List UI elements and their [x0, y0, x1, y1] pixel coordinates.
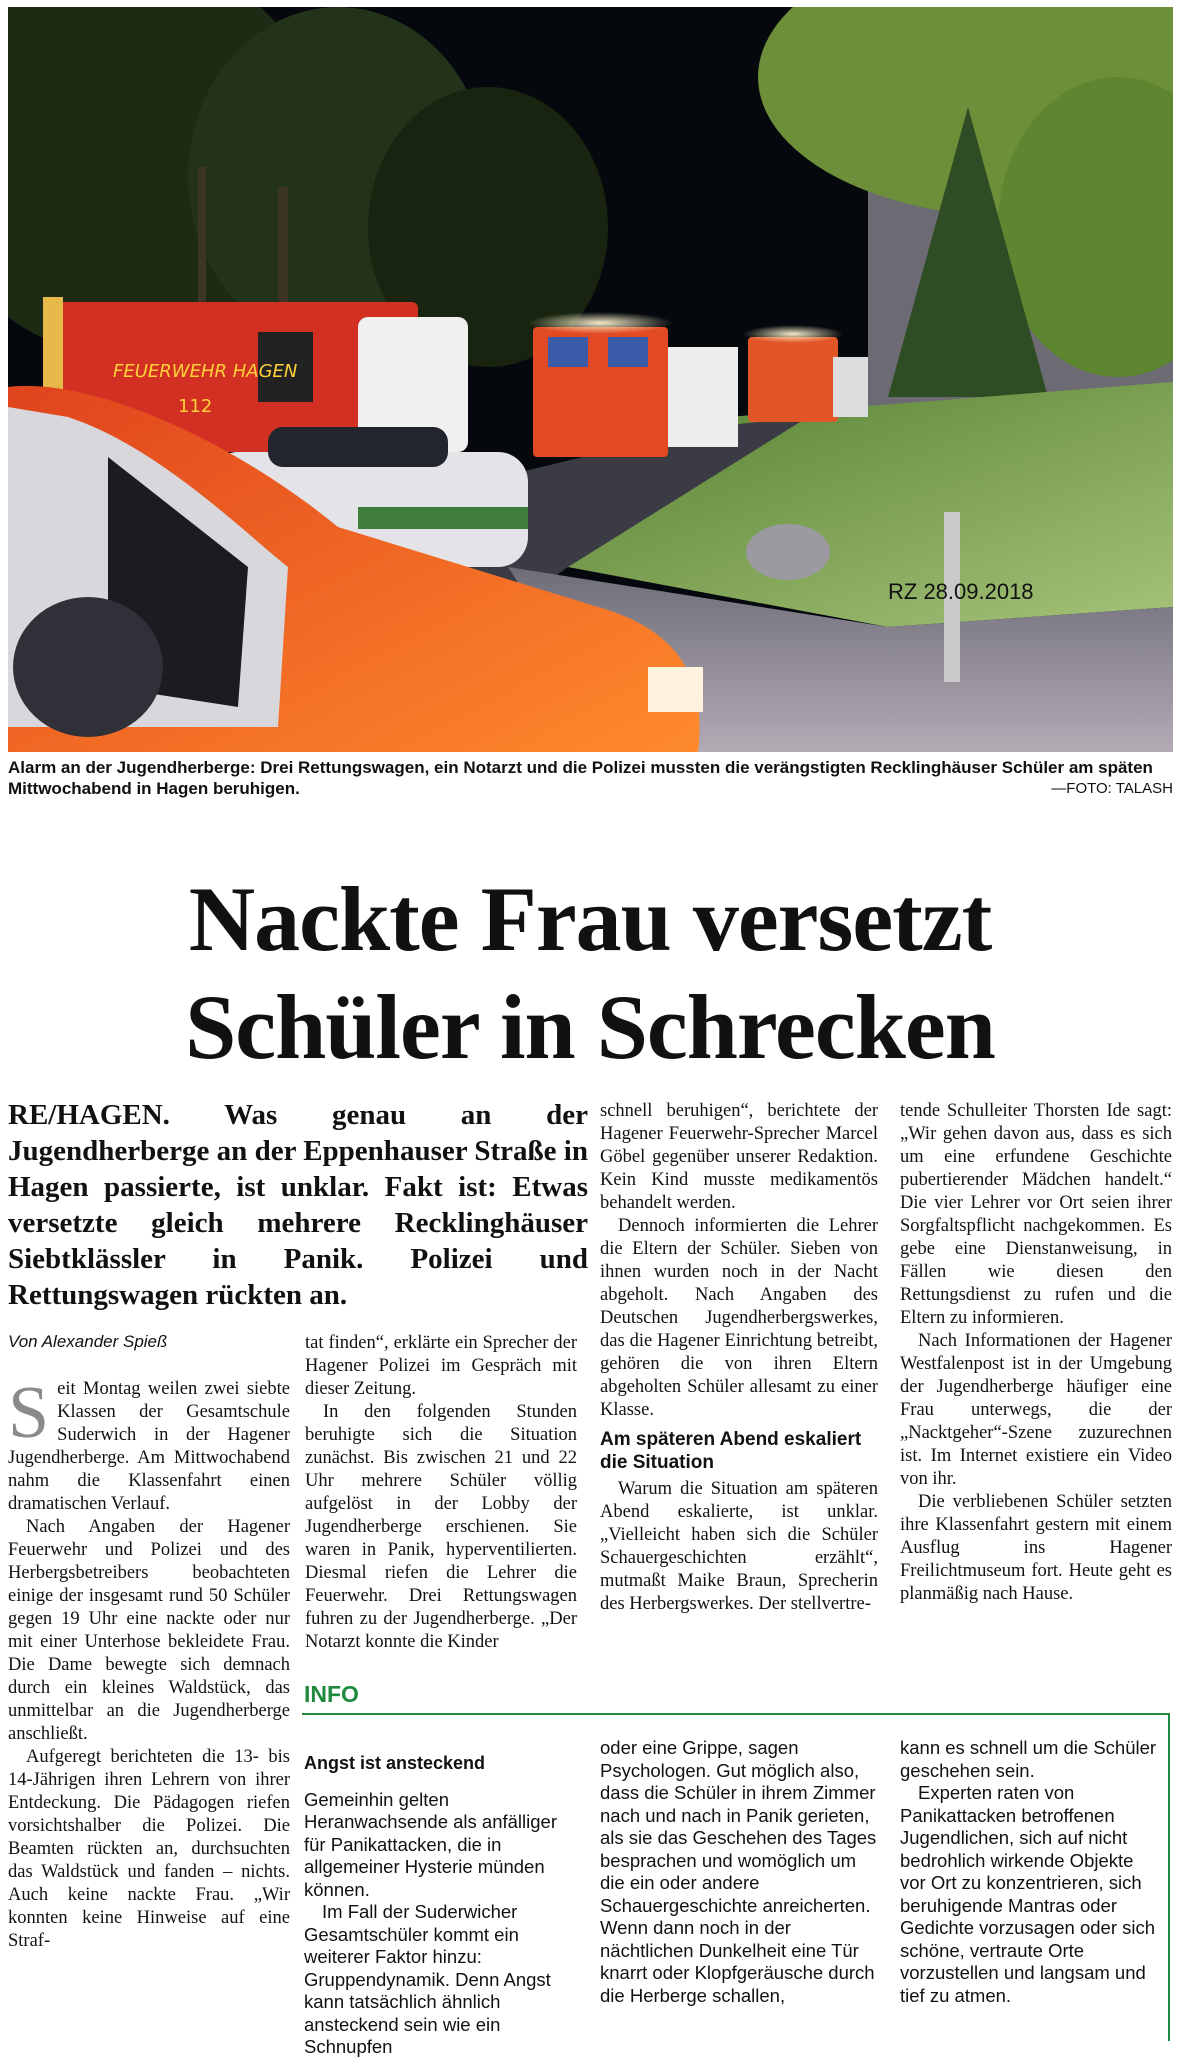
article-column-2 [305, 1332, 577, 1654]
article-column-3 [600, 1100, 878, 1616]
drop-cap: S [8, 1372, 50, 1454]
info-column-3 [900, 1737, 1162, 2007]
info-box-label: INFO [304, 1681, 359, 1707]
truck-label: FEUERWEHR HAGEN [113, 361, 298, 382]
article-paragraph: Die verbliebenen Schüler setzten ihre Klassenfahrt gestern mit einem Ausflug ins Hagener Freilichtmuseum fort. Heute geht es planmäßig nach Hause. [900, 1492, 1172, 1604]
headline-line-1: Nackte Frau versetzt [188, 868, 992, 970]
article-column-1 [8, 1372, 290, 1953]
article-paragraph: Warum die Situation am späteren Abend eskalierte, ist unklar. „Vielleicht haben sich die Schüler Schauergeschichten erzählt“, mutmaßt Maike Braun, Sprecherin des Herbergswerkes. Der stellvertre- [600, 1479, 878, 1614]
author-byline: Von Alexander Spieß [8, 1332, 168, 1351]
article-paragraph: tat finden“, erklärte ein Sprecher der Hagener Polizei im Gespräch mit dieser Zeitung. [305, 1333, 577, 1399]
info-paragraph: kann es schnell um die Schüler geschehen sein. [900, 1737, 1157, 1781]
photo-caption: Alarm an der Jugendherberge: Drei Rettungswagen, ein Notarzt und die Polizei mussten die verängstigten Recklinghäuser Schüler am späten Mittwochabend in Hagen beruhigen. [8, 758, 1153, 798]
info-column-2 [600, 1737, 878, 2007]
info-paragraph: Experten raten von Panikattacken betroffenen Jugendlichen, sich auf nicht bedrohlich wirkende Objekte vor Ort zu konzentrieren, sich beruhigende Mantras oder Gedichte vorzusagen oder sich schöne, vertraute Orte vorzustellen und langsam und tief zu atmen. [900, 1782, 1156, 2006]
info-paragraph: oder eine Grippe, sagen Psychologen. Gut möglich also, dass die Schüler in ihrem Zimmer nach und nach in Panik gerieten, als sie das Geschehen des Tages besprachen und womöglich um die ein oder andere Schauergeschichte anreicherten. Wenn dann noch in der nächtlichen Dunkelheit eine Tür knarrt oder Klopfgeräusche durch die Herberge schallen, [600, 1737, 877, 2006]
headline [0, 865, 1180, 1081]
article-paragraph: Aufgeregt berichteten die 13- bis 14-Jährigen ihren Lehrern von ihrer Entdeckung. Die Pädagogen riefen vorsichtshalber die Polizei. Die Beamten rückten an, durchsuchten das Waldstück und fanden – nichts. Auch keine nackte Frau. „Wir konnten keine Hinweise auf eine Straf- [8, 1747, 290, 1951]
archive-stamp: RZ 28.09.2018 [888, 579, 1034, 604]
article-paragraph: Seit Montag weilen zwei siebte Klassen der Gesamtschule Suderwich in der Hagener Jugendherberge. Am Mittwochabend nahm die Klassenfahrt einen dramatischen Verlauf. [8, 1372, 290, 1514]
info-paragraph: Gemeinhin gelten Heranwachsende als anfälliger für Panikattacken, die in allgemeiner Hysterie münden können. [304, 1788, 557, 1900]
article-photo [8, 7, 1173, 752]
truck-number: 112 [178, 396, 213, 417]
night-scene-photo [8, 7, 1173, 752]
article-paragraph: Nach Angaben der Hagener Feuerwehr und Polizei und des Herbergsbetreibers beobachteten einige der insgesamt rund 50 Schüler gegen 19 Uhr eine nackte oder nur mit einer Unterhose bekleidete Frau. Die Dame bewegte sich demnach durch ein kleines Waldstück, das unmittelbar an die Jugendherberge anschließt. [8, 1517, 290, 1744]
article-paragraph: In den folgenden Stunden beruhigte sich die Situation zunächst. Bis zwischen 21 und 22 Uhr mehrere Schüler völlig aufgelöst in der Lobby der Jugendherberge erschienen. Sie waren in Panik, hyperventilierten. Diesmal riefen die Lehrer die Feuerwehr. Drei Rettungswagen fuhren zu der Jugendherberge. „Der Notarzt konnte die Kinder [305, 1402, 577, 1652]
info-column-1 [304, 1752, 576, 2059]
info-box-top-rule [302, 1713, 1170, 1715]
headline-line-2: Schüler in Schrecken [185, 976, 995, 1078]
info-heading: Angst ist ansteckend [304, 1753, 486, 1773]
article-column-4 [900, 1100, 1172, 1606]
article-paragraph: Nach Informationen der Hagener Westfalenpost ist in der Umgebung der Jugendherberge häufiger eine Frau unterwegs, die der „Nacktgeher“-Szene zuzurechnen ist. Im Internet existiere ein Video von ihr. [900, 1331, 1172, 1489]
article-paragraph: Dennoch informierten die Lehrer die Eltern der Schüler. Sieben von ihnen wurden noch in der Nacht abgeholt. Nach Angaben des Deutschen Jugendherbergswerkes, das die Hagener Einrichtung betreibt, gehören die von ihren Eltern abgeholten Schüler allesamt zu einer Klasse. [600, 1216, 878, 1420]
article-paragraph: schnell beruhigen“, berichtete der Hagener Feuerwehr-Sprecher Marcel Göbel gegenüber unserer Redaktion. Kein Kind musste medikamentös behandelt werden. [600, 1101, 878, 1213]
article-paragraph: tende Schulleiter Thorsten Ide sagt: „Wir gehen davon aus, dass es sich um eine erfundene Geschichte pubertierender Mädchen handelt.“ Die vier Lehrer vor Ort seien ihrer Sorgfaltspflicht nachgekommen. Es gebe eine Dienstanweisung, in Fällen wie diesen den Rettungsdienst zu rufen und die Eltern zu informieren. [900, 1101, 1172, 1328]
photo-credit: —FOTO: TALASH [1051, 780, 1173, 797]
article-subheading: Am späteren Abend eskaliert die Situation [600, 1429, 862, 1473]
info-paragraph: Im Fall der Suderwicher Gesamtschüler kommt ein weiterer Faktor hinzu: Gruppendynamik. Denn Angst kann tatsächlich ähnlich ansteckend sein wie ein Schnupfen [304, 1901, 551, 2057]
lead-paragraph: RE/HAGEN. Was genau an der Jugendherberge an der Eppenhauser Straße in Hagen passierte, ist unklar. Fakt ist: Etwas versetzte gleich mehrere Recklinghäuser Siebtklässler in Panik. Polizei und Rettungswagen rückten an. [8, 1099, 588, 1311]
info-box-side-rule [1168, 1713, 1170, 2041]
